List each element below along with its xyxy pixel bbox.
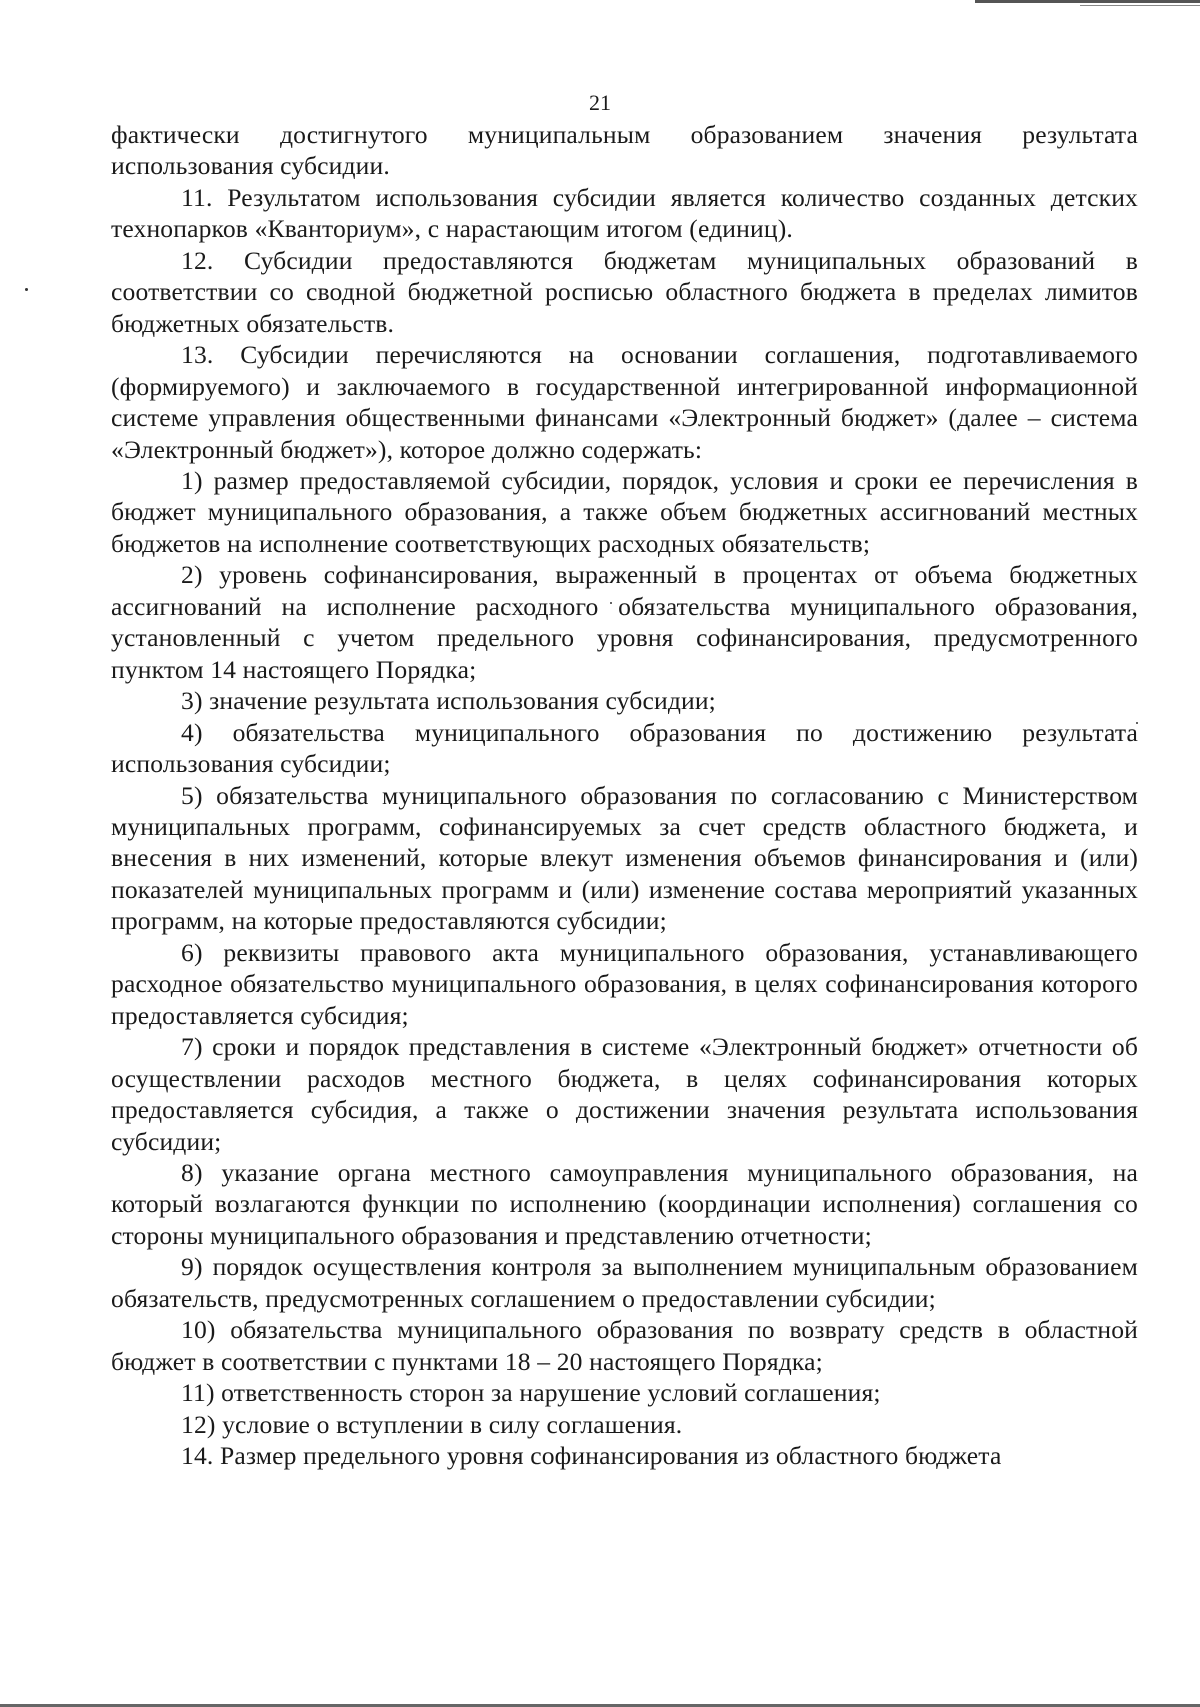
document-body <box>111 119 1138 1471</box>
list-item: 7) сроки и порядок представления в системе «Электронный бюджет» отчетности об осуществлении расходов местного бюджета, в целях софинансирования которых предоставляется субсидия, а также о достижении значения результата использования субсидии; <box>111 1032 1138 1156</box>
list-item: 4) обязательства муниципального образования по достижению результата использования субсидии; <box>111 717 1138 779</box>
list-item: 6) реквизиты правового акта муниципального образования, устанавливающего расходное обязательство муниципального образования, в целях софинансирования которого предоставляется субсидия; <box>111 937 1138 1030</box>
list-item: 9) порядок осуществления контроля за выполнением муниципальным образованием обязательств, предусмотренных соглашением о предоставлении субсидии; <box>111 1252 1138 1313</box>
scan-speck <box>25 288 28 291</box>
list-item: 11) ответственность сторон за нарушение условий соглашения; <box>181 1378 881 1408</box>
paragraph: 14. Размер предельного уровня софинансирования из областного бюджета <box>181 1441 1002 1471</box>
list-item: 1) размер предоставляемой субсидии, порядок, условия и сроки ее перечисления в бюджет муниципального образования, а также объем бюджетных ассигнований местных бюджетов на исполнение соответствующих расходных обязательств; <box>111 465 1138 558</box>
paragraph: 11. Результатом использования субсидии является количество созданных детских технопарков «Кванториум», с нарастающим итогом (единиц). <box>111 182 1138 244</box>
list-item: 3) значение результата использования субсидии; <box>181 686 716 716</box>
list-item: 5) обязательства муниципального образования по согласованию с Министерством муниципальных программ, софинансируемых за счет средств областного бюджета, и внесения в них изменений, которые влекут изменения объемов финансирования и (или) показателей муниципальных программ и (или) изменение состава мероприятий указанных программ, на которые предоставляются субсидии; <box>111 780 1138 936</box>
list-item: 2) уровень софинансирования, выраженный в процентах от объема бюджетных ассигнований на исполнение расходного обязательства муниципального образования, установленный с учетом предельного уровня софинансирования, предусмотренного пунктом 14 настоящего Порядка; <box>111 560 1138 684</box>
page-number: 21 <box>589 90 611 115</box>
paragraph: 13. Субсидии перечисляются на основании соглашения, подготавливаемого (формируемого) и заключаемого в государственной интегрированной информационной системе управления общественными финансами «Электронный бюджет» (далее – система «Электронный бюджет»), которое должно содержать: <box>111 340 1138 464</box>
paragraph: фактически достигнутого муниципальным образованием значения результата использования субсидии. <box>111 120 1138 181</box>
scan-edge-line <box>975 0 1200 3</box>
list-item: 10) обязательства муниципального образования по возврату средств в областной бюджет в соответствии с пунктами 18 – 20 настоящего Порядка; <box>111 1315 1138 1376</box>
list-item: 8) указание органа местного самоуправления муниципального образования, на который возлагаются функции по исполнению (координации исполнения) соглашения со стороны муниципального образования и представлению отчетности; <box>111 1157 1138 1250</box>
list-item: 12) условие о вступлении в силу соглашения. <box>181 1409 683 1439</box>
scan-edge-line <box>1080 5 1200 6</box>
paragraph: 12. Субсидии предоставляются бюджетам муниципальных образований в соответствии со сводной бюджетной росписью областного бюджета в пределах лимитов бюджетных обязательств. <box>111 245 1138 338</box>
